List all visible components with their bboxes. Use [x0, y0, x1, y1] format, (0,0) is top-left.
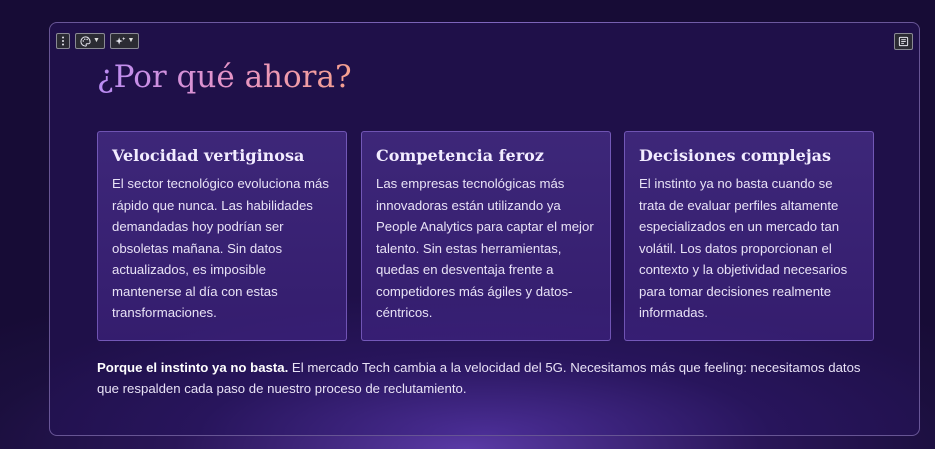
card-heading: Competencia feroz	[376, 146, 544, 165]
theme-dropdown-button[interactable]	[75, 33, 105, 49]
chevron-down-icon: ▼	[127, 37, 135, 44]
more-vertical-icon	[61, 36, 65, 46]
palette-icon	[80, 36, 91, 47]
slide-toolbar	[56, 33, 139, 49]
card-body: El sector tecnológico evoluciona más rápido que nunca. Las habilidades demandadas hoy podrían ser obsoletas mañana. Sin datos actualizados, es imposible mantenerse al día con estas transformaciones.	[112, 176, 329, 320]
notes-icon	[898, 36, 909, 47]
card-body: Las empresas tecnológicas más innovadoras están utilizando ya People Analytics para captar el mejor talento. Sin estas herramientas, quedas en desventaja frente a competidores más ágiles y datos-céntricos.	[376, 176, 594, 320]
card-body: El instinto ya no basta cuando se trata de evaluar perfiles altamente especializados en un mercado tan volátil. Los datos proporcionan el contexto y la objetividad necesarios para tomar decisiones realmente informadas.	[639, 176, 848, 320]
card-competencia	[361, 131, 611, 341]
slide-title: ¿Por qué ahora?	[97, 59, 352, 95]
notes-button[interactable]	[894, 33, 913, 50]
footer-paragraph	[97, 357, 877, 399]
sparkles-icon	[115, 36, 126, 47]
card-velocidad	[97, 131, 347, 341]
footer-text: El mercado Tech cambia a la velocidad del 5G. Necesitamos más que feeling: necesitamos datos que respalden cada paso de nuestro proceso de reclutamiento.	[97, 360, 861, 396]
ai-dropdown-button[interactable]	[110, 33, 139, 49]
card-decisiones	[624, 131, 874, 341]
footer-bold-lead: Porque el instinto ya no basta.	[97, 360, 289, 375]
chevron-down-icon: ▼	[93, 37, 100, 44]
card-heading: Decisiones complejas	[639, 146, 831, 165]
card-heading: Velocidad vertiginosa	[112, 146, 305, 165]
slide-frame	[49, 22, 920, 436]
more-options-button[interactable]	[56, 33, 70, 49]
